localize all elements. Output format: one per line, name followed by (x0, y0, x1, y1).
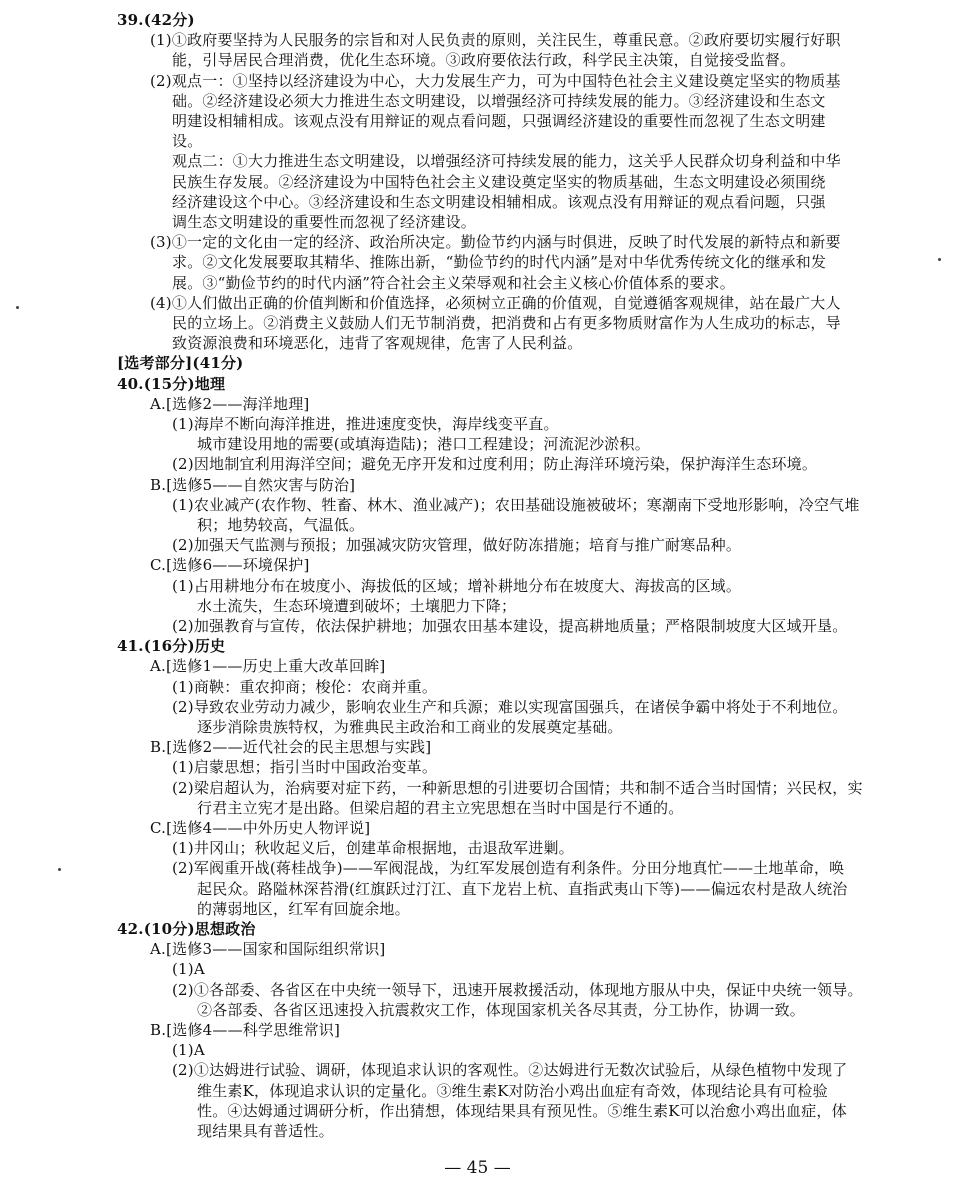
q42b-part2-line2: 维生素K，体现追求认识的定量化。③维生素K对防治小鸡出血症有奇效，体现结论具有可检验 (197, 1081, 828, 1100)
q42-option-b-title: B.[选修4——科学思维常识] (150, 1021, 341, 1039)
scan-speck (58, 868, 61, 871)
question-42-header: 42.(10分)思想政治 (117, 920, 256, 938)
q41c-part2-line1: (2)军阀重开战(蒋桂战争)——军阀混战，为红军发展创造有利条件。分田分地真忙——土地革命，唤 (172, 859, 845, 878)
q40b-part1-line1: (1)农业减产(农作物、牲畜、林木、渔业减产)；农田基础设施被破坏；寒潮南下受地形影响，冷空气堆 (172, 495, 860, 514)
scan-speck (938, 258, 941, 261)
q42a-part2-line2: ②各部委、各省区迅速投入抗震救灾工作，体现国家机关各尽其责，分工协作，协调一致。 (197, 1000, 806, 1019)
page-number: — 45 — (444, 1158, 511, 1178)
q39-part1-line1: (1)①政府要坚持为人民服务的宗旨和对人民负责的原则，关注民生，尊重民意。②政府要切实履行好职 (150, 31, 841, 50)
q41b-part2-line2: 行君主立宪才是出路。但梁启超的君主立宪思想在当时中国是行不通的。 (197, 798, 684, 817)
q40-option-b-title: B.[选修5——自然灾害与防治] (150, 475, 356, 494)
question-40-header: 40.(15分)地理 (117, 374, 226, 393)
q42b-part2-line4: 现结果具有普适性。 (197, 1122, 334, 1140)
q42-option-a-title: A.[选修3——国家和国际组织常识] (150, 940, 386, 959)
scan-speck (16, 306, 19, 309)
q41-option-a-title: A.[选修1——历史上重大改革回眸] (150, 657, 386, 676)
q39-part2-line3: 明建设相辅相成。该观点没有用辩证的观点看问题，只强调经济建设的重要性而忽视了生态文明建 (172, 112, 826, 130)
q41-option-b-title: B.[选修2——近代社会的民主思想与实践] (150, 738, 432, 757)
q41a-part2-line2: 逐步消除贵族特权，为雅典民主政治和工商业的发展奠定基础。 (197, 718, 623, 736)
q40b-part2: (2)加强天气监测与预报；加强减灾防灾管理，做好防冻措施；培育与推广耐寒品种。 (172, 536, 742, 555)
q41c-part2-line2: 起民众。路隘林深苔滑(红旗跃过汀江、直下龙岩上杭、直指武夷山下等)——偏远农村是敌人统治 (197, 879, 848, 898)
q42a-part2-line1: (2)①各部委、各省区在中央统一领导下，迅速开展救援活动，体现地方服从中央，保证中央统一领导。 (172, 980, 863, 999)
q39-part4-line3: 致资源浪费和环境恶化，违背了客观规律，危害了人民利益。 (172, 334, 583, 353)
q39-part3-line1: (3)①一定的文化由一定的经济、政治所决定。勤俭节约内涵与时俱进，反映了时代发展的新特点和新要 (150, 233, 841, 252)
q40a-part1-line2: 城市建设用地的需要(或填海造陆)；港口工程建设；河流泥沙淤积。 (197, 435, 650, 454)
q39-part2-line5: 观点二：①大力推进生态文明建设，以增强经济可持续发展的能力，这关乎人民群众切身利益和中华 (172, 152, 841, 171)
q39-part2-line7: 经济建设这个中心。③经济建设和生态文明建设相辅相成。该观点没有用辩证的观点看问题，只强 (172, 192, 826, 211)
q41c-part2-line3: 的薄弱地区，红军有回旋余地。 (197, 899, 410, 918)
q40a-part2: (2)因地制宜利用海洋空间；避免无序开发和过度利用；防止海洋环境污染，保护海洋生态环境。 (172, 455, 818, 474)
question-39-header: 39.(42分) (117, 11, 195, 29)
q39-part3-line2: 求。②文化发展要取其精华、推陈出新，“勤俭节约的时代内涵”是对中华优秀传统文化的继承和发 (172, 253, 827, 272)
q39-part2-line2: 础。②经济建设必须大力推进生态文明建设，以增强经济可持续发展的能力。③经济建设和生态文 (172, 91, 826, 110)
q40c-part1-line1: (1)占用耕地分布在坡度小、海拔低的区域；增补耕地分布在坡度大、海拔高的区域。 (172, 576, 742, 595)
q39-part2-line1: (2)观点一：①坚持以经济建设为中心，大力发展生产力，可为中国特色社会主义建设奠定坚实的物质基 (150, 71, 841, 90)
q39-part4-line2: 民的立场上。②消费主义鼓励人们无节制消费，把消费和占有更多物质财富作为人生成功的标志，导 (172, 314, 841, 332)
q41b-part2-line1: (2)梁启超认为，治病要对症下药，一种新思想的引进要切合国情；共和制不适合当时国情；兴民权，实 (172, 778, 863, 797)
q39-part3-line3: 展。③“勤俭节约的时代内涵”符合社会主义荣辱观和社会主义核心价值体系的要求。 (172, 273, 735, 292)
q40-option-a-title: A.[选修2——海洋地理] (150, 394, 310, 413)
q40c-part1-line2: 水土流失，生态环境遭到破坏；土壤肥力下降； (197, 596, 517, 615)
q41c-part1: (1)井冈山；秋收起义后，创建革命根据地，击退敌军进剿。 (172, 839, 574, 858)
q42b-part2-line3: 性。④达姆通过调研分析，作出猜想，体现结果具有预见性。⑤维生素K可以治愈小鸡出血症，体 (197, 1101, 847, 1120)
q39-part2-line8: 调生态文明建设的重要性而忽视了经济建设。 (172, 213, 477, 231)
question-41-header: 41.(16分)历史 (117, 637, 226, 656)
q39-part2-line4: 设。 (172, 132, 203, 151)
q41b-part1: (1)启蒙思想；指引当时中国政治变革。 (172, 758, 438, 777)
q42a-part1: (1)A (172, 960, 205, 979)
q39-part1-line2: 能，引导居民合理消费，优化生态环境。③政府要依法行政，科学民主决策，自觉接受监督。 (172, 51, 796, 70)
q41-option-c-title: C.[选修4——中外历史人物评说] (150, 819, 371, 837)
q39-part4-line1: (4)①人们做出正确的价值判断和价值选择，必须树立正确的价值观，自觉遵循客观规律，站在最广大人 (150, 293, 841, 312)
q40a-part1-line1: (1)海岸不断向海洋推进，推进速度变快，海岸线变平直。 (172, 415, 559, 433)
q39-part2-line6: 民族生存发展。②经济建设为中国特色社会主义建设奠定坚实的物质基础，生态文明建设必须围绕 (172, 172, 826, 191)
elective-section-header: [选考部分](41分) (117, 354, 244, 373)
q40-option-c-title: C.[选修6——环境保护] (150, 556, 310, 575)
q40c-part2: (2)加强教育与宣传，依法保护耕地；加强农田基本建设，提高耕地质量；严格限制坡度大区域开垦。 (172, 617, 848, 635)
q42b-part1: (1)A (172, 1041, 205, 1060)
q40b-part1-line2: 积；地势较高，气温低。 (197, 516, 365, 534)
q42b-part2-line1: (2)①达姆进行试验、调研，体现追求认识的客观性。②达姆进行无数次试验后，从绿色植物中发现了 (172, 1061, 848, 1080)
q41a-part2-line1: (2)导致农业劳动力减少，影响农业生产和兵源；难以实现富国强兵，在诸侯争霸中将处于不利地位。 (172, 697, 848, 716)
q41a-part1: (1)商鞅：重农抑商；梭伦：农商并重。 (172, 677, 438, 696)
